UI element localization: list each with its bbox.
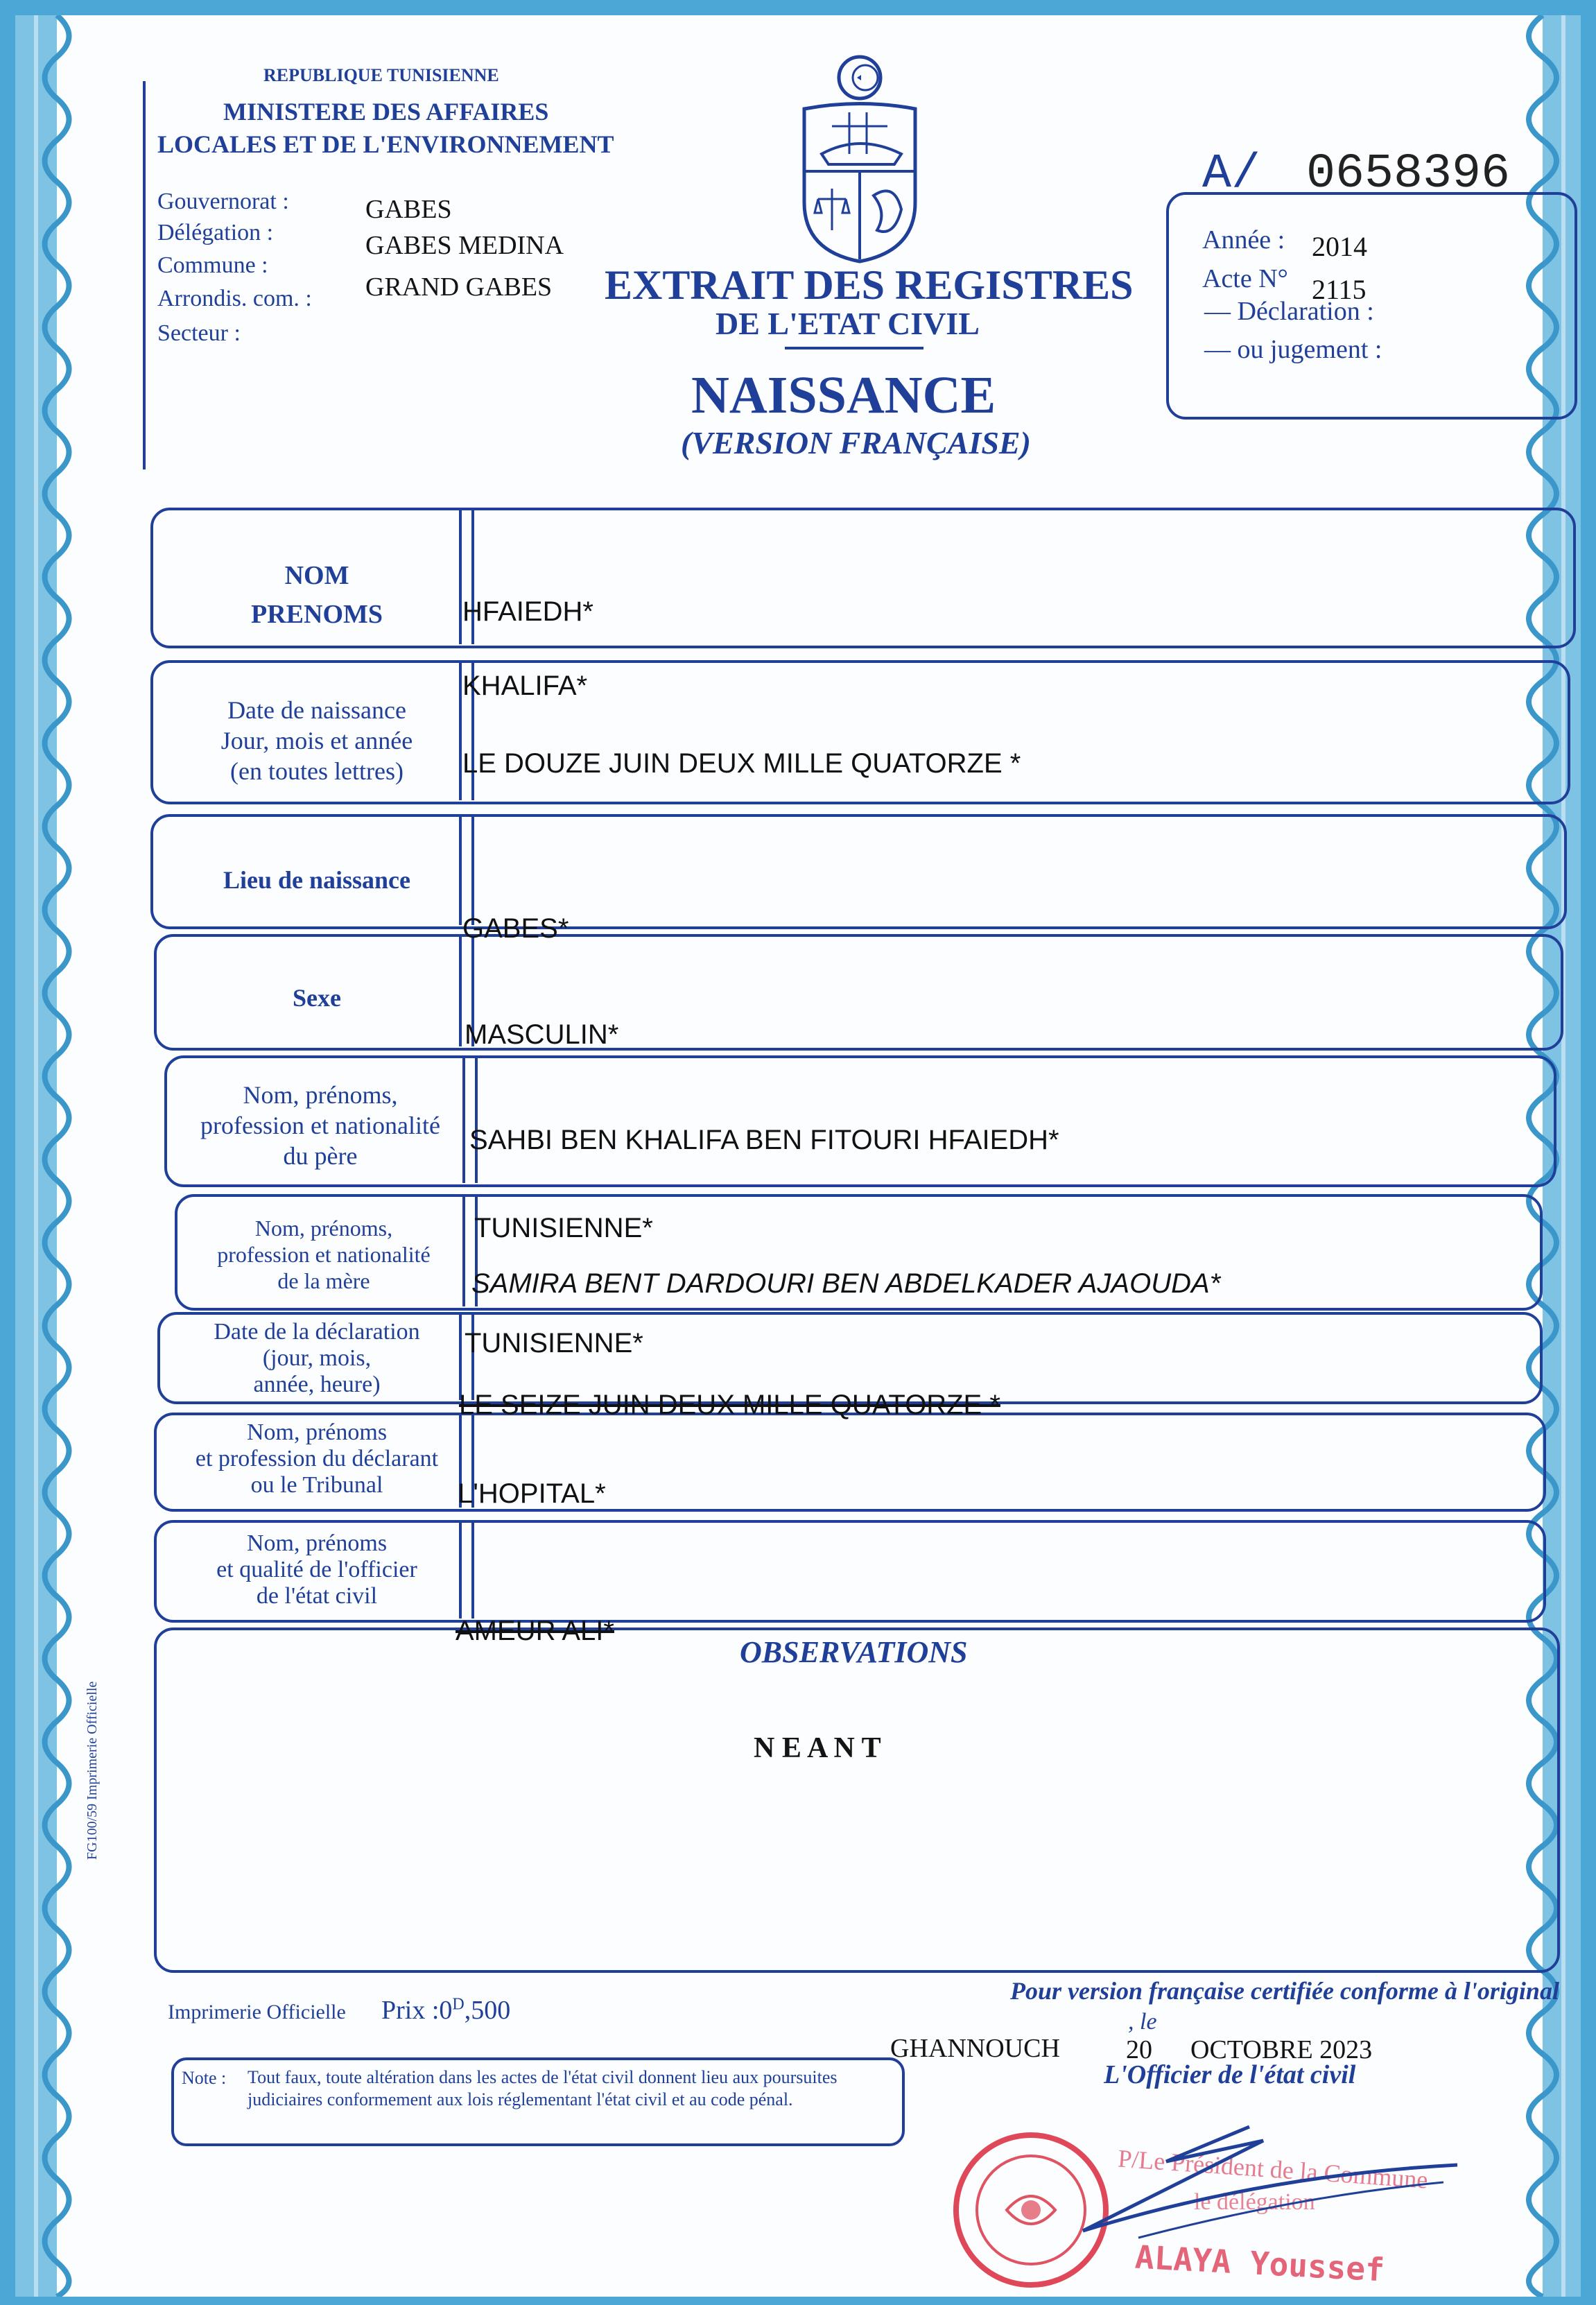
- printer-label: Imprimerie Officielle: [168, 2001, 346, 2023]
- declaration-label: — Déclaration :: [1204, 297, 1374, 326]
- price-amount: ,500: [464, 1996, 511, 2025]
- republic-label: REPUBLIQUE TUNISIENNE: [263, 65, 499, 85]
- serial-number: 0658396: [1306, 147, 1511, 202]
- label-officier: Nom, prénoms et qualité de l'officier de l'état civil: [216, 1530, 417, 1609]
- price-text: Prix :0: [381, 1996, 453, 2025]
- security-border-left: [15, 15, 92, 2297]
- price-label: [381, 1995, 510, 2026]
- price-superscript: D: [452, 1995, 465, 2014]
- label-date-naissance: Date de naissance Jour, mois et année (en toutes lettres): [220, 696, 413, 785]
- value-declarant: L'HOPITAL*: [458, 1478, 606, 1509]
- row-divider: [462, 1057, 478, 1183]
- place-value: GHANNOUCH: [890, 2034, 1060, 2063]
- ministry-line-1: MINISTERE DES AFFAIRES: [223, 98, 549, 126]
- date-month-year: OCTOBRE 2023: [1190, 2035, 1373, 2064]
- title-line-2: DE L'ETAT CIVIL: [715, 306, 980, 341]
- label-mere: Nom, prénoms, profession et nationalité de la mère: [217, 1216, 431, 1293]
- field-label-commune: Commune :: [157, 252, 268, 278]
- value-lieu-naissance: GABES*: [462, 913, 569, 944]
- year-label: Année :: [1202, 225, 1285, 254]
- value-prenoms: KHALIFA*: [462, 671, 588, 701]
- observations-title: OBSERVATIONS: [740, 1635, 968, 1669]
- title-type: NAISSANCE: [691, 366, 996, 424]
- note-text: Tout faux, toute altération dans les actes de l'état civil donnent lieu aux poursuites judiciaires conformement aux lois réglementant l'état civil et au code pénal.: [248, 2067, 838, 2109]
- field-label-arrondis: Arrondis. com. :: [157, 286, 312, 311]
- birth-certificate: [15, 15, 1581, 2297]
- field-value-commune: GRAND GABES: [365, 273, 553, 302]
- stamp-text-2: le délégation: [1194, 2189, 1315, 2215]
- date-day: 20: [1126, 2035, 1152, 2064]
- ministry-line-2: LOCALES ET DE L'ENVIRONNEMENT: [157, 130, 614, 158]
- row-divider: [459, 815, 474, 925]
- field-label-secteur: Secteur :: [157, 320, 241, 346]
- serial-prefix: A/: [1202, 147, 1261, 202]
- signature-icon: [1055, 2099, 1471, 2279]
- title-version: (VERSION FRANÇAISE): [681, 425, 1031, 460]
- value-mere-nom: SAMIRA BENT DARDOURI BEN ABDELKADER AJAOUDA*: [471, 1268, 1221, 1299]
- title-underline: [785, 347, 923, 349]
- stamp-text: P/Le Président de la Commune: [1117, 2144, 1429, 2194]
- officer-title: L'Officier de l'état civil: [1104, 2060, 1356, 2089]
- header-rule: [143, 81, 146, 469]
- value-mere-nationalite: TUNISIENNE*: [465, 1328, 643, 1358]
- field-label-delegation: Délégation :: [157, 220, 274, 245]
- field-label-gouvernorat: Gouvernorat :: [157, 189, 289, 214]
- field-value-delegation: GABES MEDINA: [365, 231, 564, 260]
- side-printer-text: FG100/59 Imprimerie Officielle: [85, 1681, 100, 1860]
- value-date-naissance: LE DOUZE JUIN DEUX MILLE QUATORZE *: [462, 748, 1021, 779]
- title-line-1: EXTRAIT DES REGISTRES: [605, 262, 1134, 308]
- label-sexe: Sexe: [293, 984, 341, 1012]
- label-nom-prenoms: NOM PRENOMS: [251, 561, 383, 629]
- value-pere-nom: SAHBI BEN KHALIFA BEN FITOURI HFAIEDH*: [469, 1125, 1059, 1155]
- note-label: Note :: [182, 2068, 227, 2088]
- field-value-gouvernorat: GABES: [365, 195, 452, 224]
- judgment-label: — ou jugement :: [1204, 335, 1382, 364]
- label-declaration: Date de la déclaration (jour, mois, année, heure): [214, 1319, 420, 1397]
- value-pere-nationalite: TUNISIENNE*: [474, 1213, 653, 1243]
- le-label: , le: [1128, 2009, 1157, 2035]
- act-label: Acte N°: [1202, 264, 1288, 293]
- tunisia-coat-of-arms-icon: [790, 43, 929, 272]
- value-sexe: MASCULIN*: [465, 1019, 619, 1050]
- label-lieu-naissance: Lieu de naissance: [223, 866, 411, 894]
- act-number: 2115: [1312, 274, 1367, 305]
- value-nom: HFAIEDH*: [462, 596, 593, 627]
- label-declarant: Nom, prénoms et profession du déclarant ou le Tribunal: [195, 1419, 439, 1498]
- signatory-name: ALAYA Youssef: [1134, 2238, 1386, 2289]
- row-divider: [459, 1521, 474, 1618]
- value-declaration-date: LE SEIZE JUIN DEUX MILLE QUATORZE *: [459, 1390, 1000, 1420]
- year-value: 2014: [1312, 231, 1367, 262]
- value-officier: AMEUR ALI*: [456, 1616, 614, 1646]
- observations-box: [154, 1628, 1560, 1973]
- certified-text: Pour version française certifiée conforme à l'original: [1010, 1977, 1559, 2005]
- label-pere: Nom, prénoms, profession et nationalité du père: [200, 1081, 440, 1170]
- observations-text: N E A N T: [754, 1732, 881, 1764]
